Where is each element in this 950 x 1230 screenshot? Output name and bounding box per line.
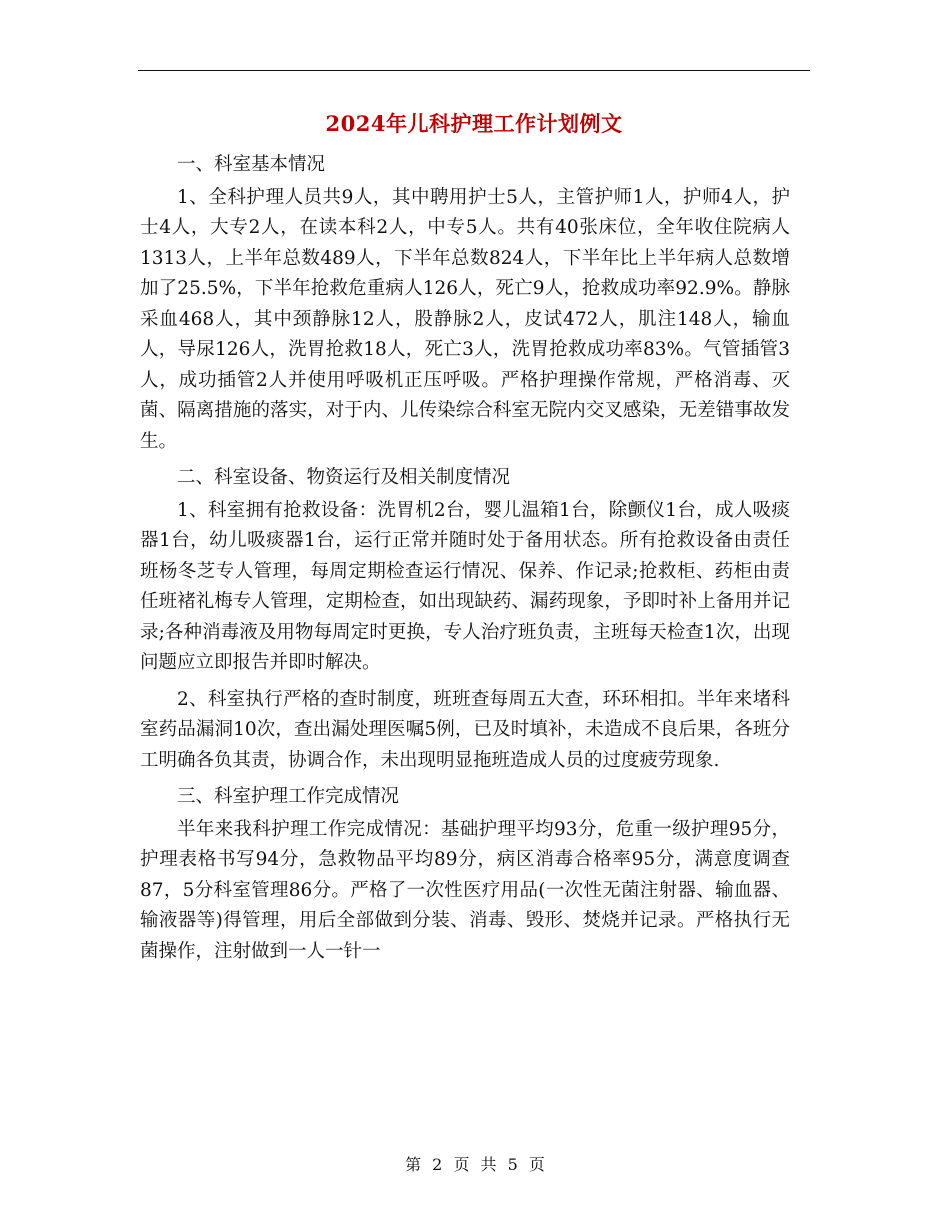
body-paragraph: 半年来我科护理工作完成情况：基础护理平均93分，危重一级护理95分，护理表格书写94分，急救物品平均89分，病区消毒合格率95分，满意度调查87，5分科室管理86分。严格了一次性医疗用品(一次性无菌注射器、输血器、输液器等)得管理，用后全部做到分装、消毒、毁形、焚烧并记录。严格执行无菌操作，注射做到一人一针一 (140, 818, 790, 962)
section-heading: 二、科室设备、物资运行及相关制度情况 (177, 467, 511, 488)
document-body (140, 150, 790, 973)
body-paragraph: 1、科室拥有抢救设备：洗胃机2台，婴儿温箱1台，除颤仪1台，成人吸痰器1台，幼儿吸痰器1台，运行正常并随时处于备用状态。所有抢救设备由责任班杨冬芝专人管理，每周定期检查运行情况、保养、作记录;抢救柜、药柜由责任班褚礼梅专人管理，定期检查，如出现缺药、漏药现象，予即时补上备用并记录;各种消毒液及用物每周定时更换，专人治疗班负责，主班每天检查1次，出现问题应立即报告并即时解决。 (140, 499, 790, 673)
body-paragraph: 2、科室执行严格的查时制度，班班查每周五大查，环环相扣。半年来堵科室药品漏洞10次，查出漏处理医嘱5例，已及时填补，未造成不良后果，各班分工明确各负其责，协调合作，未出现明显拖班造成人员的过度疲劳现象. (140, 688, 790, 771)
section-heading: 一、科室基本情况 (177, 154, 326, 175)
document-title: 2024年儿科护理工作计划例文 (325, 111, 623, 136)
section-heading: 三、科室护理工作完成情况 (177, 786, 400, 807)
header-rule (138, 70, 810, 71)
page-number: 第 2 页 共 5 页 (405, 1155, 545, 1174)
body-paragraph: 1、全科护理人员共9人，其中聘用护士5人，主管护师1人，护师4人，护士4人，大专2人，在读本科2人，中专5人。共有40张床位，全年收住院病人1313人，上半年总数489人，下半年总数824人，下半年比上半年病人总数增加了25.5%，下半年抢救危重病人126人，死亡9人，抢救成功率92.9%。静脉采血468人，其中颈静脉12人，股静脉2人，皮试472人，肌注148人，输血 人，导尿126人，洗胃抢救18人，死亡3人，洗胃抢救成功率83%。气管插管3人，成功插管2人并使用呼吸机正压呼吸。严格护理操作常规，严格消毒、灭菌、隔离措施的落实，对于内、儿传染综合科室无院内交叉感染，无差错事故发生。 (140, 186, 790, 452)
